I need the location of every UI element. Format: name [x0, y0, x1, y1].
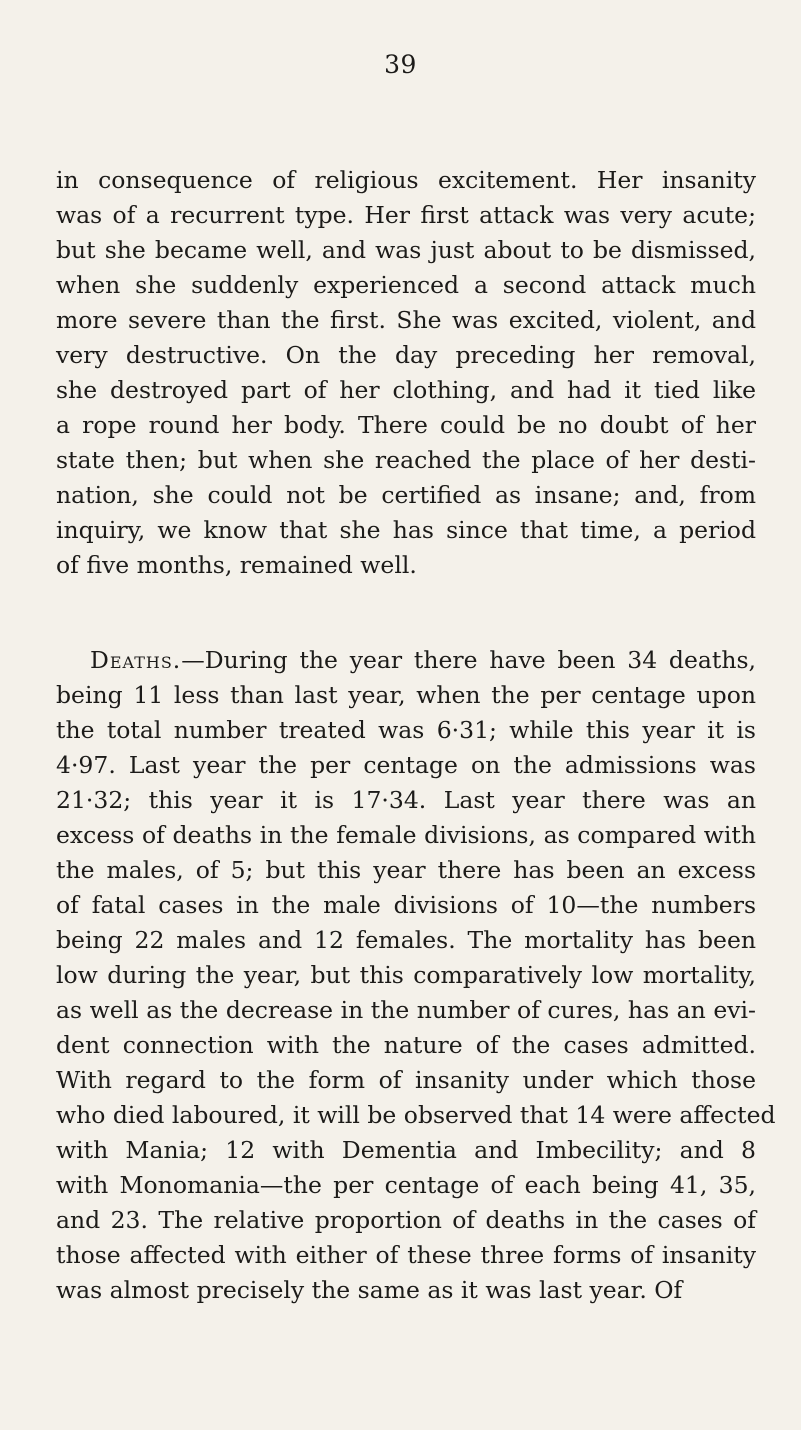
text-line: With regard to the form of insanity under which those [56, 1066, 756, 1094]
text-line: with Mania; 12 with Dementia and Imbecility; and 8 [56, 1136, 756, 1164]
text-line: state then; but when she reached the place of her desti- [56, 446, 756, 474]
text-line: as well as the decrease in the number of cures, has an evi- [56, 996, 756, 1024]
text-line: dent connection with the nature of the cases admitted. [56, 1031, 756, 1059]
text-line: was almost precisely the same as it was last year. Of [56, 1276, 683, 1304]
text-line: but she became well, and was just about to be dismissed, [56, 236, 756, 264]
text-line: the total number treated was 6·31; while this year it is [56, 716, 756, 744]
paragraph-deaths [56, 643, 776, 1308]
text-line: with Monomania—the per centage of each being 41, 35, [56, 1171, 756, 1199]
text-line: of five months, remained well. [56, 551, 417, 579]
page-number: 39 [384, 50, 417, 79]
text-line: the males, of 5; but this year there has been an excess [56, 856, 756, 884]
text-line: being 11 less than last year, when the per centage upon [56, 681, 756, 709]
text-line: of fatal cases in the male divisions of 10—the numbers [56, 891, 756, 919]
text-line: those affected with either of these three forms of insanity [56, 1241, 756, 1269]
text-line: she destroyed part of her clothing, and had it tied like [56, 376, 756, 404]
text-line: very destructive. On the day preceding her removal, [56, 341, 756, 369]
text-line: low during the year, but this comparatively low mortality, [56, 961, 756, 989]
text-line: who died laboured, it will be observed that 14 were affected [56, 1101, 776, 1129]
text-line: was of a recurrent type. Her first attack was very acute; [56, 201, 756, 229]
text-line: inquiry, we know that she has since that time, a period [56, 516, 756, 544]
text-line: more severe than the first. She was excited, violent, and [56, 306, 756, 334]
first-line-text: —During the year there have been 34 deaths, [181, 646, 756, 674]
paragraph-continuation [56, 163, 756, 583]
text-line: in consequence of religious excitement. Her insanity [56, 166, 756, 194]
text-line: when she suddenly experienced a second attack much [56, 271, 756, 299]
text-line: and 23. The relative proportion of deaths in the cases of [56, 1206, 756, 1234]
text-line: being 22 males and 12 females. The mortality has been [56, 926, 756, 954]
text-line: nation, she could not be certified as insane; and, from [56, 481, 756, 509]
section-heading-deaths: Deaths. [90, 646, 182, 674]
text-line: excess of deaths in the female divisions, as compared with [56, 821, 756, 849]
first-line [56, 643, 756, 678]
text-line: a rope round her body. There could be no doubt of her [56, 411, 756, 439]
text-line: 4·97. Last year the per centage on the admissions was [56, 751, 756, 779]
text-line: 21·32; this year it is 17·34. Last year there was an [56, 786, 756, 814]
